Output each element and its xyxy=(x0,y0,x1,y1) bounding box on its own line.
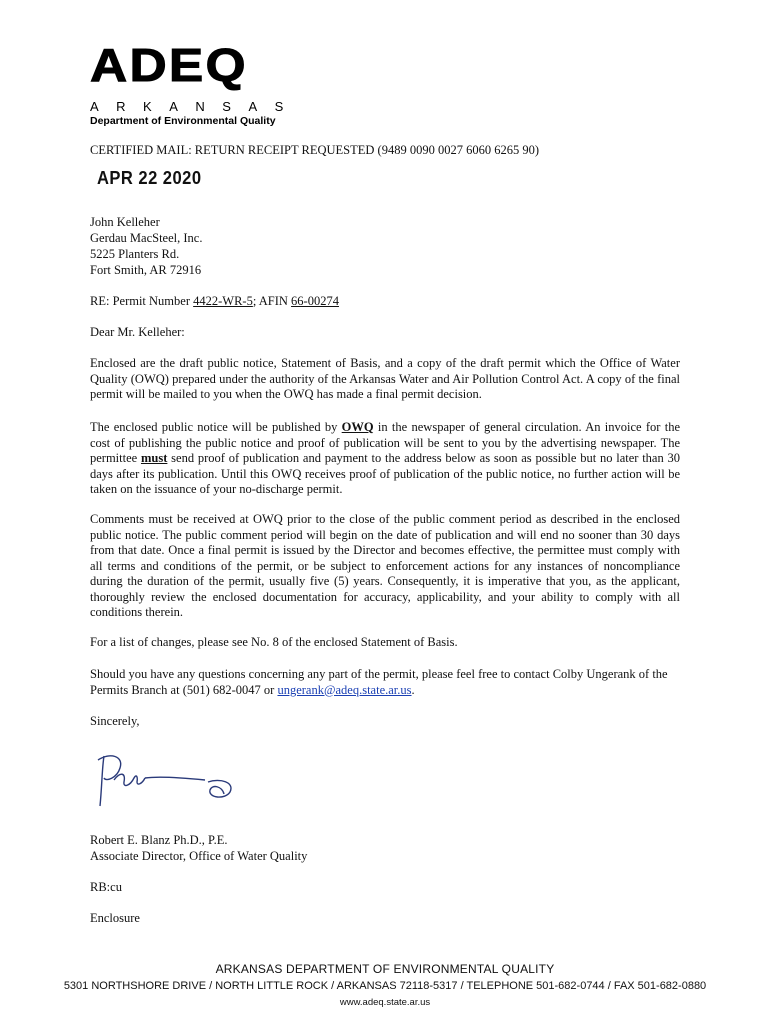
email-link[interactable]: ungerank@adeq.state.ar.us xyxy=(277,682,412,697)
para5-part-a: Should you have any questions concerning any part of the permit, please feel free to contact Colby Ungerank of the Permits Branch at (501) 682-0047 or xyxy=(90,667,668,697)
footer-website: www.adeq.state.ar.us xyxy=(339,997,431,1008)
certified-mail-line: CERTIFIED MAIL: RETURN RECEIPT REQUESTED (9489 0090 0027 6060 6265 90) xyxy=(90,143,540,157)
date-stamp: APR 22 2020 xyxy=(97,168,202,188)
paragraph-1: Enclosed are the draft public notice, Statement of Basis, and a copy of the draft permit which the Office of Water Quality (OWQ) prepared under the authority of the Arkansas Water and Air Pollution Control Act. A copy of the final permit will be mailed to you when the OWQ has made a final permit decision. xyxy=(90,356,680,401)
re-mid: ; AFIN xyxy=(252,294,292,308)
footer-org-name: ARKANSAS DEPARTMENT OF ENVIRONMENTAL QUALITY xyxy=(215,962,555,976)
closing: Sincerely, xyxy=(90,714,140,728)
recipient-street: 5225 Planters Rd. xyxy=(90,247,180,261)
para2-part-c: send proof of publication and payment to the address below as soon as possible but no later than 30 days after its publication. Until this OWQ receives proof of publication of the public notice, no further action will be taken on the issuance of your no-discharge permit. xyxy=(90,451,680,496)
permit-number: 4422-WR-5 xyxy=(193,294,253,308)
adeq-logo xyxy=(90,40,300,127)
owq-emphasis: OWQ xyxy=(341,420,374,434)
afin-number: 66-00274 xyxy=(291,294,339,308)
para5-part-b: . xyxy=(411,682,415,697)
paragraph-3: Comments must be received at OWQ prior to the close of the public comment period as described in the enclosed public notice. The public comment period will begin on the date of publication and will end no sooner than 30 days from that date. Once a final permit is issued by the Director and becomes effective, the permittee must comply with all terms and conditions of the permit, or be subject to enforcement actions for any instances of noncompliance during the duration of the permit, usually five (5) years. Consequently, it is imperative that you, as the applicant, thoroughly review the enclosed documentation for accuracy, applicability, and your ability to comply with all conditions therein. xyxy=(90,512,680,619)
paragraph-2 xyxy=(90,420,680,498)
logo-department: Department of Environmental Quality xyxy=(90,115,276,127)
logo-wordmark: ADEQ xyxy=(90,39,248,91)
para2-part-a: The enclosed public notice will be published by xyxy=(90,420,342,434)
re-prefix: RE: Permit Number xyxy=(90,294,194,308)
initials: RB:cu xyxy=(90,880,122,894)
paragraph-4: For a list of changes, please see No. 8 of the enclosed Statement of Basis. xyxy=(90,635,458,649)
salutation: Dear Mr. Kelleher: xyxy=(90,325,185,339)
recipient-city: Fort Smith, AR 72916 xyxy=(90,263,202,277)
para2-part-b: in the newspaper of general circulation. An invoice for the cost of publishing the public notice and proof of publication will be sent to you by the advertising newspaper. The permittee xyxy=(90,420,681,465)
signer-title: Associate Director, Office of Water Quality xyxy=(90,848,308,863)
recipient-name: John Kelleher xyxy=(90,215,160,229)
footer-address: 5301 NORTHSHORE DRIVE / NORTH LITTLE ROCK / ARKANSAS 72118-5317 / TELEPHONE 501-682-0744 / FAX 501-682-0880 xyxy=(63,980,707,992)
paragraph-5 xyxy=(90,667,680,698)
signer-name: Robert E. Blanz Ph.D., P.E. xyxy=(90,833,228,847)
recipient-address xyxy=(90,214,680,278)
logo-state: ARKANSAS xyxy=(90,99,301,114)
enclosure: Enclosure xyxy=(90,911,140,925)
must-emphasis: must xyxy=(140,451,168,465)
signature xyxy=(90,748,250,818)
recipient-company: Gerdau MacSteel, Inc. xyxy=(90,231,203,245)
signer-block xyxy=(90,833,680,864)
re-line xyxy=(90,294,680,310)
